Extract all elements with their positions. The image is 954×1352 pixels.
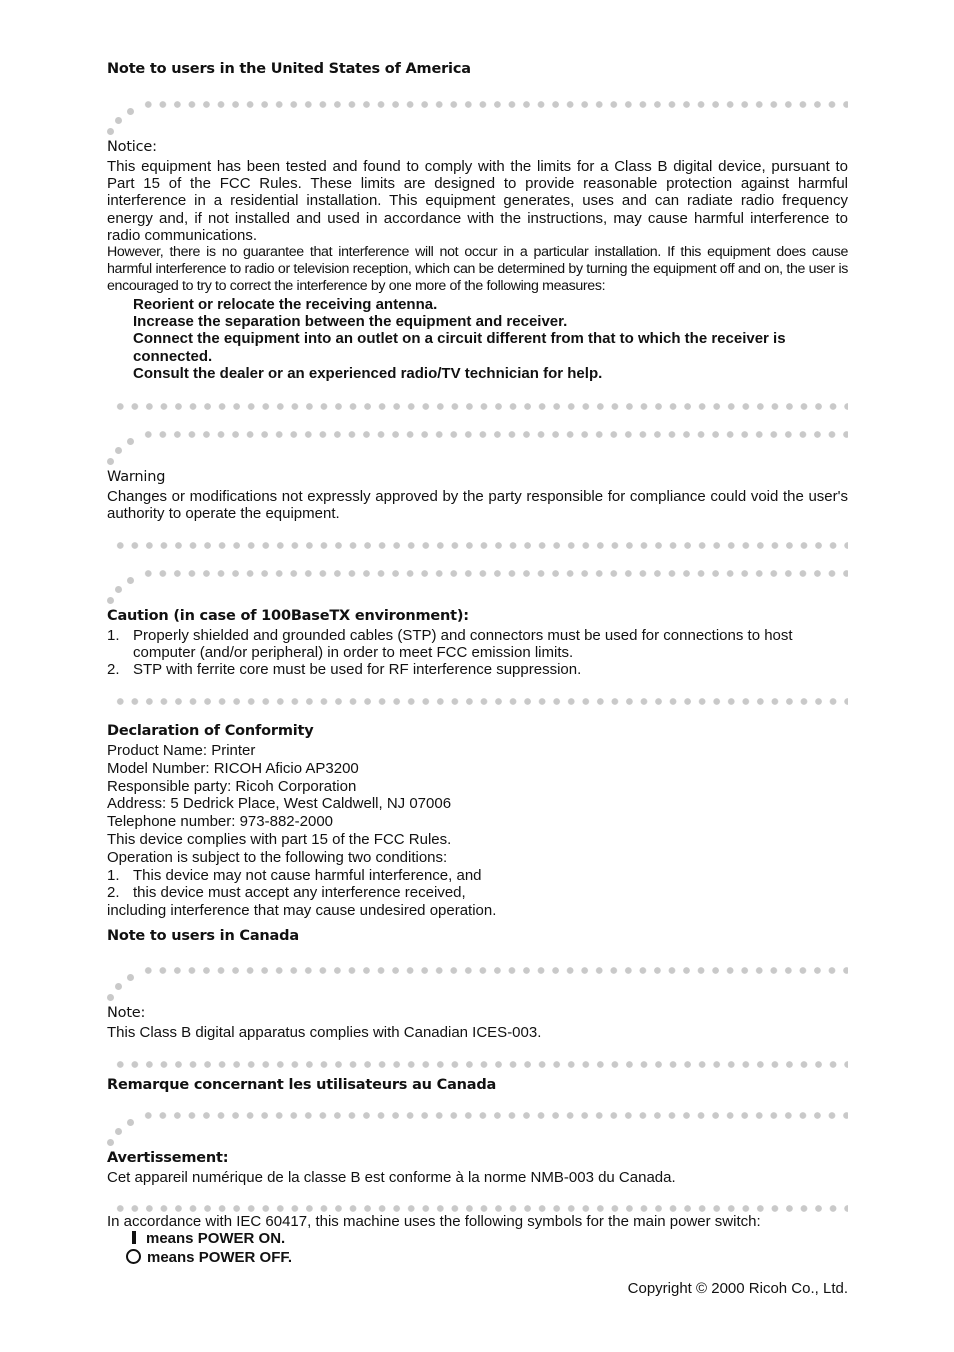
declaration-line: Model Number: RICOH Aficio AP3200 [107,759,359,777]
dot-start-3 [127,108,134,115]
canada-heading: Note to users in Canada [107,928,299,944]
dotted-rule [141,570,848,577]
measure-item: Connect the equipment into an outlet on a circuit different from that to which the receiver is connected. [133,330,786,365]
declaration-heading: Declaration of Conformity [107,723,314,739]
copyright: Copyright © 2000 Ricoh Co., Ltd. [627,1280,848,1297]
declaration-line: Address: 5 Dedrick Place, West Caldwell, NJ 07006 [107,795,452,813]
declaration-line: Responsible party: Ricoh Corporation [107,777,357,795]
dotted-rule [141,431,848,438]
dot-start-2 [115,447,122,454]
caution-body [107,627,848,679]
power-on-text: means POWER ON. [146,1230,286,1247]
dot-start-1 [107,1139,114,1146]
canada-note-title: Note: [107,1005,146,1021]
dot-start-2 [115,586,122,593]
dot-start-2 [115,117,122,124]
measure-item: Consult the dealer or an experienced radio/TV technician for help. [133,364,603,382]
notice-paragraph-1: This equipment has been tested and found to comply with the limits for a Class B digital device, pursuant to Part 15 of the FCC Rules. These limits are designed to provide reasonable protection against harmful interference in a residential installation. This equipment generates, uses and can radiate radio frequency energy and, if not installed and used in accordance with the instructions, may cause harmful interference to radio communications. [107,158,848,244]
declaration-body [107,742,848,920]
declaration-closing: including interference that may cause undesired operation. [107,902,497,920]
power-on-icon [132,1231,136,1244]
power-off-row [107,1249,866,1267]
condition-item [107,867,848,885]
condition-item [107,884,848,902]
caution-title: Caution (in case of 100BaseTX environment): [107,608,469,624]
power-off-text: means POWER OFF. [147,1249,293,1266]
dotted-rule [113,1061,848,1068]
dotted-rule [141,967,848,974]
canada-fr-heading: Remarque concernant les utilisateurs au Canada [107,1077,497,1093]
dotted-rule [141,101,848,108]
caution-item [107,661,848,678]
dotted-rule [113,403,848,410]
warning-title: Warning [107,469,166,485]
power-on-row [107,1230,866,1248]
measure-item: Increase the separation between the equipment and receiver. [133,313,568,331]
dotted-rule [113,698,848,705]
canada-fr-text: Cet appareil numérique de la classe B est conforme à la norme NMB-003 du Canada. [107,1169,676,1186]
dot-start-3 [127,438,134,445]
notice-body [107,158,848,382]
power-intro: In accordance with IEC 60417, this machine uses the following symbols for the main power switch: [107,1213,761,1230]
notice-paragraph-2: However, there is no guarantee that interference will not occur in a particular installation. If this equipment does cause harmful interference to radio or television reception, which can be determined by turning the equipment off and on, the user is encouraged to try to correct the interference by one more of the following measures: [107,244,848,295]
dot-start-2 [115,983,122,990]
usa-heading: Note to users in the United States of America [107,61,471,77]
condition-text: this device must accept any interference received, [133,884,466,902]
dot-start-1 [107,994,114,1001]
dotted-rule [113,542,848,549]
dot-start-2 [115,1128,122,1135]
measures-list [107,296,848,382]
declaration-line: Telephone number: 973-882-2000 [107,813,334,831]
declaration-line: This device complies with part 15 of the FCC Rules. [107,830,452,848]
dot-start-3 [127,577,134,584]
caution-item-text: Properly shielded and grounded cables (STP) and connectors must be used for connections to host computer (and/or peripheral) in order to meet FCC emission limits. [133,627,793,662]
warning-text: Changes or modifications not expressly approved by the party responsible for compliance could void the user's authority to operate the equipment. [107,488,848,523]
caution-item-text: STP with ferrite core must be used for RF interference suppression. [133,661,582,679]
dotted-rule [141,1112,848,1119]
caution-item-number: 2. [107,661,120,679]
dot-start-1 [107,458,114,465]
canada-note-text: This Class B digital apparatus complies with Canadian ICES-003. [107,1024,542,1041]
declaration-line: Product Name: Printer [107,742,256,759]
dot-start-3 [127,1119,134,1126]
dot-start-1 [107,597,114,604]
notice-title: Notice: [107,139,157,155]
condition-number: 2. [107,884,120,902]
dotted-rule [113,1205,848,1212]
power-off-icon [126,1249,141,1264]
canada-fr-title: Avertissement: [107,1150,229,1166]
declaration-line: Operation is subject to the following two conditions: [107,848,448,866]
dot-start-1 [107,128,114,135]
caution-item-number: 1. [107,627,120,644]
condition-number: 1. [107,866,120,884]
condition-text: This device may not cause harmful interference, and [133,866,482,884]
caution-item [107,627,848,661]
measure-item: Reorient or relocate the receiving antenna. [133,296,438,314]
dot-start-3 [127,974,134,981]
